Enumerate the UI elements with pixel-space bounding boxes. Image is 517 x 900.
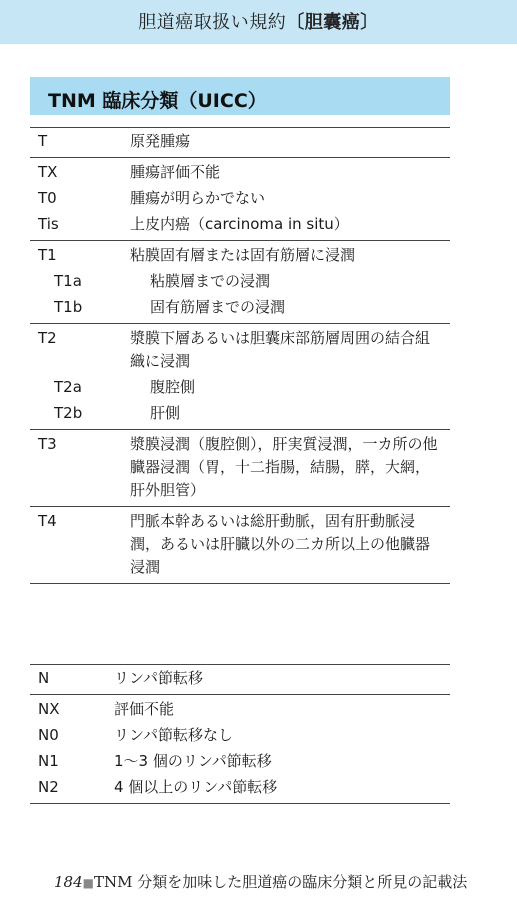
footer-text: TNM 分類を加味した胆道癌の臨床分類と所見の記載法 xyxy=(93,873,468,891)
n-classification-table xyxy=(30,664,450,804)
table-row xyxy=(30,747,450,773)
t-code: TX xyxy=(38,163,58,181)
n-desc: 評価不能 xyxy=(114,700,175,718)
t-desc: 漿膜下層あるいは胆囊床部筋層周囲の結合組織に浸潤 xyxy=(130,329,431,370)
t-code: T2b xyxy=(54,404,83,422)
table-row xyxy=(30,695,450,722)
t-code: T2 xyxy=(38,329,57,347)
t-desc: 腫瘍が明らかでない xyxy=(130,189,266,207)
t-code: T1a xyxy=(54,272,82,290)
header-title: 胆道癌取扱い規約 xyxy=(138,12,287,33)
t-desc: 腹腔側 xyxy=(150,378,196,396)
page-footer xyxy=(54,871,467,892)
t-group-t4 xyxy=(30,507,450,584)
page-header xyxy=(0,8,517,34)
t-code: T4 xyxy=(38,512,57,530)
n-header-desc: リンパ節転移 xyxy=(114,665,450,695)
table-row xyxy=(30,507,450,584)
t-table-header xyxy=(30,128,450,158)
table-row xyxy=(30,373,450,399)
t-group-t1 xyxy=(30,241,450,324)
t-desc: 漿膜浸潤（腹腔側），肝実質浸潤，一カ所の他臓器浸潤（胃，十二指腸，結腸，膵，大網，肝外胆管） xyxy=(130,435,438,499)
n-code: N1 xyxy=(38,752,59,770)
header-subtitle: 〔胆囊癌〕 xyxy=(286,12,379,33)
t-code: T2a xyxy=(54,378,82,396)
t-group-t3 xyxy=(30,430,450,507)
n-table-header xyxy=(30,665,450,695)
n-desc: リンパ節転移なし xyxy=(114,726,233,744)
table-row xyxy=(30,267,450,293)
n-code: N2 xyxy=(38,778,59,796)
t-code: Tis xyxy=(38,215,59,233)
t-group-t2 xyxy=(30,324,450,430)
n-desc: 1〜3 個のリンパ節転移 xyxy=(114,752,272,770)
table-row xyxy=(30,721,450,747)
table-row xyxy=(30,293,450,324)
n-desc: 4 個以上のリンパ節転移 xyxy=(114,778,278,796)
table-row xyxy=(30,324,450,374)
t-classification-table xyxy=(30,127,450,584)
table-row xyxy=(30,430,450,507)
t-code: T3 xyxy=(38,435,57,453)
t-header-desc: 原発腫瘍 xyxy=(130,128,450,158)
n-code: NX xyxy=(38,700,60,718)
t-code: T1b xyxy=(54,298,83,316)
t-desc: 固有筋層までの浸潤 xyxy=(150,298,286,316)
t-group-tx-tis xyxy=(30,158,450,241)
table-row xyxy=(30,158,450,185)
t-code: T1 xyxy=(38,246,57,264)
table-row xyxy=(30,241,450,268)
t-code: T0 xyxy=(38,189,57,207)
t-desc: 粘膜層までの浸潤 xyxy=(150,272,271,290)
n-code: N0 xyxy=(38,726,59,744)
n-group xyxy=(30,695,450,804)
footer-marker-icon: ■ xyxy=(82,876,94,890)
t-desc: 粘膜固有層または固有筋層に浸潤 xyxy=(130,246,356,264)
section-title: TNM 臨床分類（UICC） xyxy=(48,90,267,112)
table-row xyxy=(30,773,450,804)
table-row xyxy=(30,399,450,430)
n-header-code: N xyxy=(30,665,114,695)
table-row xyxy=(30,210,450,241)
table-row xyxy=(30,184,450,210)
page-number: 184 xyxy=(54,873,83,891)
t-desc: 腫瘍評価不能 xyxy=(130,163,221,181)
t-desc: 門脈本幹あるいは総肝動脈，固有肝動脈浸潤，あるいは肝臓以外の二カ所以上の他臓器浸潤 xyxy=(130,512,431,576)
t-desc: 肝側 xyxy=(150,404,181,422)
t-header-code: T xyxy=(30,128,130,158)
t-desc: 上皮内癌（carcinoma in situ） xyxy=(130,215,349,233)
